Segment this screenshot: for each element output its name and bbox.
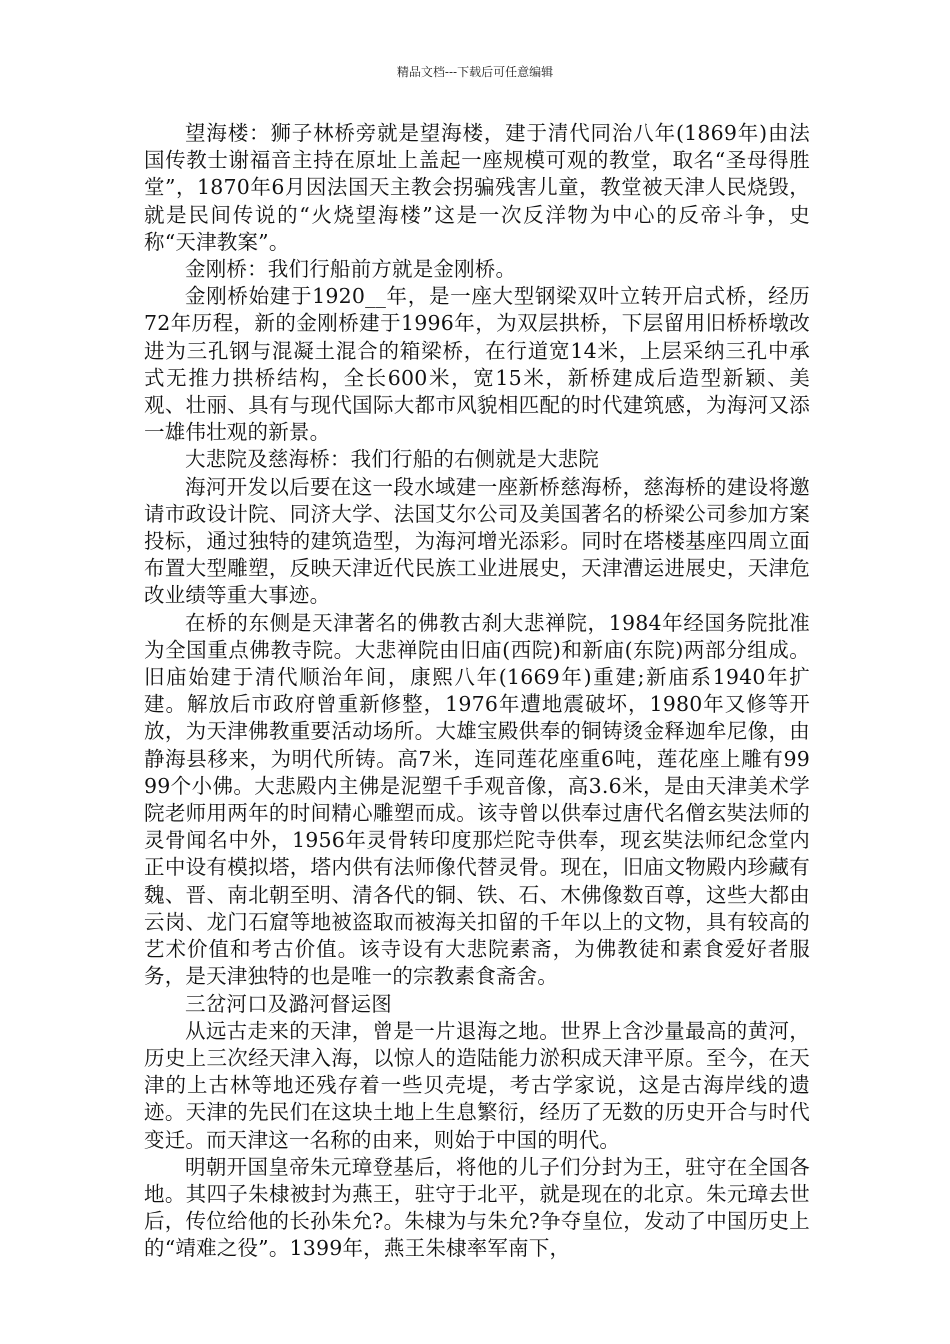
document-body [144, 120, 810, 1263]
paragraph-ming-dynasty: 明朝开国皇帝朱元璋登基后，将他的儿子们分封为王，驻守在全国各地。其四子朱棣被封为燕王，驻守于北平，就是现在的北京。朱元璋去世后，传位给他的长孙朱允?。朱棣为与朱允?争夺皇位，发动了中国历史上的“靖难之役”。1399年，燕王朱棣率军南下， [144, 1154, 810, 1261]
paragraph-dabeiyuan-intro: 大悲院及慈海桥：我们行船的右侧就是大悲院 [185, 447, 599, 472]
paragraph-dabei-chanyuan: 在桥的东侧是天津著名的佛教古刹大悲禅院，1984年经国务院批准为全国重点佛教寺院。大悲禅院由旧庙(西院)和新庙(东院)两部分组成。旧庙始建于清代顺治年间，康熙八年(1669年)重建;新庙系1940年扩建。解放后市政府曾重新修整，1976年遭地震破坏，1980年又修等开放，为天津佛教重要活动场所。大雄宝殿供奉的铜铸烫金释迦牟尼像，由静海县移来，为明代所铸。高7米，连同莲花座重6吨，莲花座上雕有9999个小佛。大悲殿内主佛是泥塑千手观音像，高3.6米，是由天津美术学院老师用两年的时间精心雕塑而成。该寺曾以供奉过唐代名僧玄奘法师的灵骨闻名中外，1956年灵骨转印度那烂陀寺供奉，现玄奘法师纪念堂内正中设有模拟塔，塔内供有法师像代替灵骨。现在，旧庙文物殿内珍藏有魏、晋、南北朝至明、清各代的铜、铁、石、木佛像数百尊，这些大都由云岗、龙门石窟等地被盗取而被海关扣留的千年以上的文物，具有较高的艺术价值和考古价值。该寺设有大悲院素斋，为佛教徒和素食爱好者服务，是天津独特的也是唯一的宗教素食斋舍。 [144, 610, 810, 989]
paragraph-jingangqiao-history: 金刚桥始建于1920__年，是一座大型钢梁双叶立转开启式桥，经历72年历程，新的金刚桥建于1996年，为双层拱桥，下层留用旧桥桥墩改进为三孔钢与混凝土混合的箱梁桥，在行道宽14米，上层采纳三孔中承式无推力拱桥结构，全长600米，宽15米，新桥建成后造型新颖、美观、壮丽、具有与现代国际大都市风貌相匹配的时代建筑感，为海河又添一雄伟壮观的新景。 [144, 284, 810, 445]
page-header: 精品文档---下载后可任意编辑 [396, 65, 554, 79]
paragraph-wanghailou: 望海楼：狮子林桥旁就是望海楼，建于清代同治八年(1869年)由法国传教士谢福音主持在原址上盖起一座规模可观的教堂，取名“圣母得胜堂”，1870年6月因法国天主教会拐骗残害儿童，教堂被天津人民烧毁，就是民间传说的“火烧望海楼”这是一次反洋物为中心的反帝斗争，史称“天津教案”。 [144, 121, 810, 254]
paragraph-cihaiqiao: 海河开发以后要在这一段水域建一座新桥慈海桥，慈海桥的建设将邀请市政设计院、同济大学、法国艾尔公司及美国著名的桥梁公司参加方案投标，通过独特的建筑造型，为海河增光添彩。同时在塔楼基座四周立面布置大型雕塑，反映天津近代民族工业进展史，天津漕运进展史，天津危改业绩等重大事迹。 [144, 474, 810, 608]
paragraph-jingangqiao-intro: 金刚桥：我们行船前方就是金刚桥。 [185, 257, 517, 282]
paragraph-sanchahekou-heading: 三岔河口及潞河督运图 [185, 991, 392, 1016]
paragraph-tianjin-origin: 从远古走来的天津，曾是一片退海之地。世界上含沙量最高的黄河，历史上三次经天津入海，以惊人的造陆能力淤积成天津平原。至今，在天津的上古林等地还残存着一些贝壳堤，考古学家说，这是古海岸线的遗迹。天津的先民们在这块土地上生息繁衍，经历了无数的历史开合与时代变迁。而天津这一名称的由来，则始于中国的明代。 [144, 1018, 810, 1152]
